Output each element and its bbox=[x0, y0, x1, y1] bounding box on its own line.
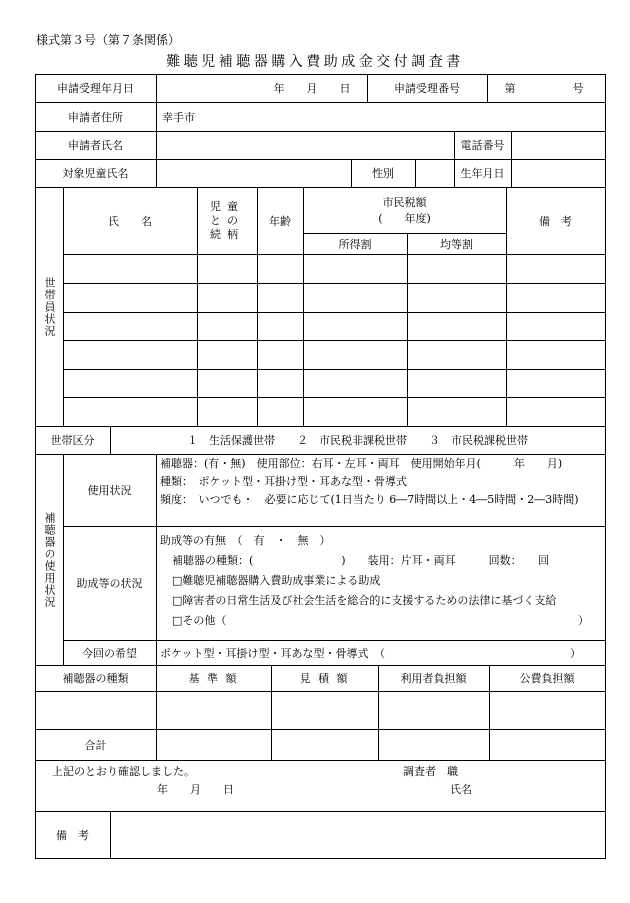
receipt-number-prefix: 第 bbox=[504, 82, 516, 95]
request-content[interactable] bbox=[160, 640, 603, 665]
rule bbox=[63, 254, 606, 255]
rule bbox=[63, 397, 606, 398]
request-value: ポケット型・耳掛け型・耳あな型・骨導式 （ bbox=[160, 646, 385, 660]
usage-status-line: 補聴器：(有・無) 使用部位：右耳・左耳・両耳 使用開始年月( 年 月) bbox=[160, 457, 563, 470]
cost-col-type: 補聴器の種類 bbox=[62, 672, 129, 685]
request-close: ） bbox=[570, 646, 581, 660]
sex-label: 性別 bbox=[372, 167, 394, 180]
rule bbox=[156, 454, 157, 665]
subsidy-other-text: □その他（ bbox=[172, 614, 227, 627]
sex-field[interactable] bbox=[415, 159, 454, 187]
rule bbox=[63, 312, 606, 313]
rule bbox=[63, 283, 606, 284]
birth-date-field[interactable] bbox=[511, 159, 605, 187]
usage-status-label: 使用状況 bbox=[87, 484, 132, 497]
rule bbox=[605, 74, 606, 859]
phone-label: 電話番号 bbox=[460, 139, 505, 152]
household-col-flat: 均等割 bbox=[440, 237, 473, 251]
subsidy-status-label: 助成等の状況 bbox=[76, 577, 143, 590]
inspector-name[interactable]: 氏名 bbox=[450, 783, 472, 796]
rule bbox=[35, 760, 606, 761]
survey-form-table bbox=[35, 74, 606, 859]
applicant-address-label: 申請者住所 bbox=[68, 110, 123, 124]
birth-date-label: 生年月日 bbox=[460, 167, 505, 180]
household-col-income: 所得割 bbox=[338, 237, 372, 251]
household-col-tax-text: 市民税額 bbox=[382, 196, 427, 209]
applicant-address-field[interactable]: 幸手市 bbox=[162, 110, 195, 124]
subsidy-line: 助成等の有無 （ 有 ・ 無 ） bbox=[160, 534, 331, 547]
household-category-options[interactable]: １ 生活保護世帯 ２ 市民税非課税世帯 ３ 市民税課税世帯 bbox=[187, 434, 528, 447]
household-col-tax bbox=[303, 187, 506, 233]
receipt-number-label: 申請受理番号 bbox=[394, 82, 460, 95]
request-label: 今回の希望 bbox=[82, 646, 137, 660]
document-title: 難聴児補聴器購入費助成金交付調査書 bbox=[166, 54, 464, 70]
cost-col-standard: 基 準 額 bbox=[188, 672, 239, 685]
receipt-number-suffix: 号 bbox=[572, 82, 584, 95]
form-number: 様式第３号（第７条関係） bbox=[36, 33, 181, 47]
inspector-title[interactable]: 調査者 職 bbox=[403, 765, 458, 778]
rule bbox=[35, 858, 606, 859]
usage-status-line: 種類： ポケット型・耳掛け型・耳あな型・骨導式 bbox=[160, 475, 407, 488]
subsidy-checkbox-other[interactable] bbox=[160, 611, 603, 631]
rule bbox=[35, 691, 606, 692]
remarks-label: 備 考 bbox=[56, 828, 89, 842]
confirm-date[interactable]: 年 月 日 bbox=[157, 783, 234, 796]
household-col-notes: 備 考 bbox=[539, 214, 572, 228]
phone-field[interactable] bbox=[511, 131, 605, 159]
child-name-field[interactable] bbox=[156, 159, 351, 187]
applicant-name-label: 申請者氏名 bbox=[68, 139, 123, 152]
usage-status-line: 頻度： いつでも・ 必要に応じて(1日当たり 6―7時間以上・4―5時間・2―3時間) bbox=[160, 493, 579, 506]
subsidy-line: 補聴器の種類：( ) 装用：片耳・両耳 回数： 回 bbox=[172, 554, 550, 567]
household-col-tax-year: ( 年度) bbox=[378, 212, 431, 225]
household-col-relation-text: 児童との続柄 bbox=[210, 199, 244, 241]
rule bbox=[63, 369, 606, 370]
usage-section-label: 補聴器の使用状況 bbox=[43, 511, 56, 608]
cost-col-user: 利用者負担額 bbox=[400, 672, 467, 685]
subsidy-checkbox-disability-law[interactable]: □障害者の日常生活及び社会生活を総合的に支援するための法律に基づく支給 bbox=[172, 594, 557, 607]
cost-col-public: 公費負担額 bbox=[519, 672, 575, 685]
subsidy-other-close: ） bbox=[578, 614, 589, 627]
subsidy-checkbox-program[interactable]: □難聴児補聴器購入費助成事業による助成 bbox=[172, 574, 381, 587]
household-col-name: 氏 名 bbox=[108, 214, 152, 228]
household-section-label: 世帯員状況 bbox=[43, 276, 56, 337]
household-col-relation bbox=[197, 187, 257, 254]
household-category-label: 世帯区分 bbox=[50, 434, 95, 447]
child-name-label: 対象児童氏名 bbox=[62, 167, 129, 180]
subsidy-status-content[interactable] bbox=[160, 531, 603, 639]
household-col-age: 年齢 bbox=[269, 214, 291, 228]
remarks-field[interactable] bbox=[110, 811, 605, 858]
receipt-date-field[interactable]: 年 月 日 bbox=[273, 82, 351, 95]
applicant-name-field[interactable] bbox=[156, 131, 454, 159]
usage-status-content[interactable] bbox=[160, 454, 603, 526]
confirm-text: 上記のとおり確認しました。 bbox=[52, 765, 195, 778]
receipt-date-label: 申請受理年月日 bbox=[57, 82, 134, 95]
rule bbox=[63, 340, 606, 341]
rule bbox=[487, 74, 488, 102]
cost-col-estimate: 見 積 額 bbox=[299, 672, 350, 685]
cost-total-label: 合計 bbox=[84, 738, 107, 752]
